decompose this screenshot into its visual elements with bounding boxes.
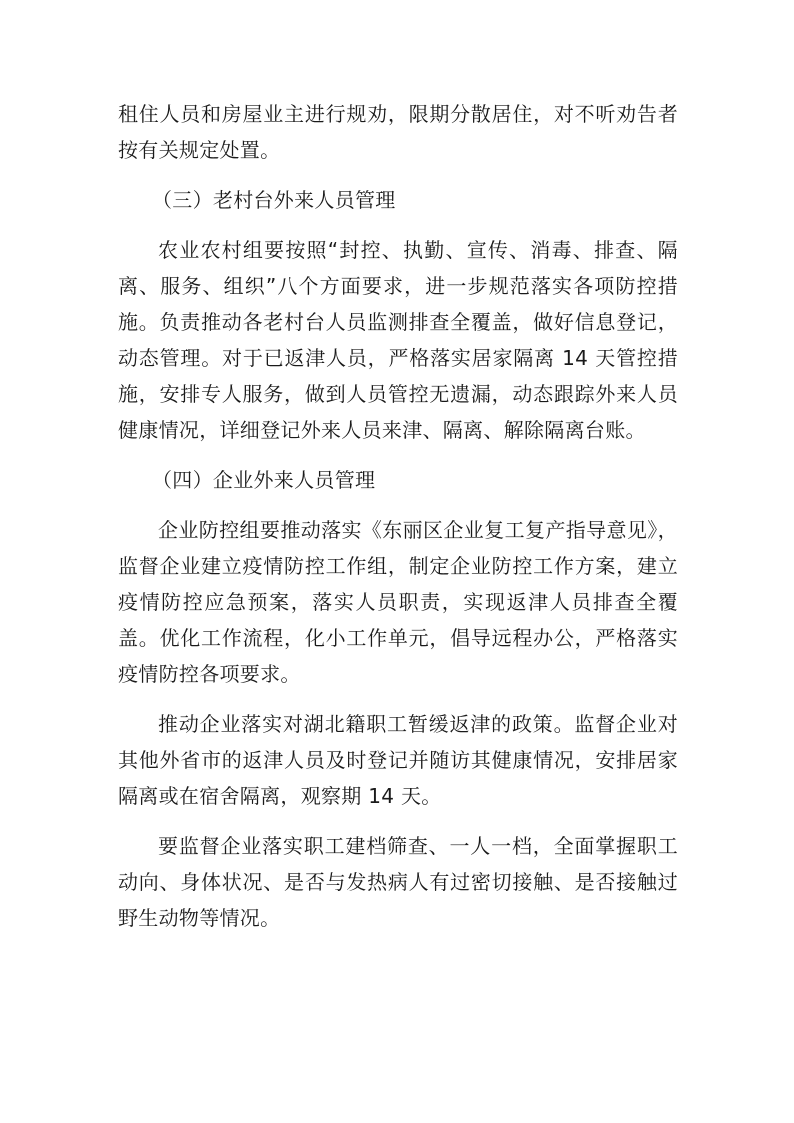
document-page <box>118 96 678 950</box>
section-heading-4: （四）企业外来人员管理 <box>152 468 376 492</box>
paragraph-employee-records: 要监督企业落实职工建档筛查、一人一档，全面掌握职工动向、身体状况、是否与发热病人有过密切接触、是否接触过野生动物等情况。 <box>118 834 678 930</box>
paragraph-hubei-policy: 推动企业落实对湖北籍职工暂缓返津的政策。监督企业对其他外省市的返津人员及时登记并随访其健康情况，安排居家隔离或在宿舍隔离，观察期 14 天。 <box>118 712 678 808</box>
section-heading-3: （三）老村台外来人员管理 <box>152 188 396 212</box>
paragraph-old-village: 农业农村组要按照“封控、执勤、宣传、消毒、排查、隔离、服务、组织”八个方面要求，进一步规范落实各项防控措施。负责推动各老村台人员监测排查全覆盖，做好信息登记，动态管理。对于已返津人员，严格落实居家隔离 14 天管控措施，安排专人服务，做到人员管控无遗漏，动态跟踪外来人员健康情况，详细登记外来人员来津、隔离、解除隔离台账。 <box>118 238 678 442</box>
paragraph-continued: 租住人员和房屋业主进行规劝，限期分散居住，对不听劝告者按有关规定处置。 <box>118 102 678 162</box>
paragraph-enterprise-control: 企业防控组要推动落实《东丽区企业复工复产指导意见》，监督企业建立疫情防控工作组，制定企业防控工作方案，建立疫情防控应急预案，落实人员职责，实现返津人员排查全覆盖。优化工作流程，化小工作单元，倡导远程办公，严格落实疫情防控各项要求。 <box>118 518 678 686</box>
